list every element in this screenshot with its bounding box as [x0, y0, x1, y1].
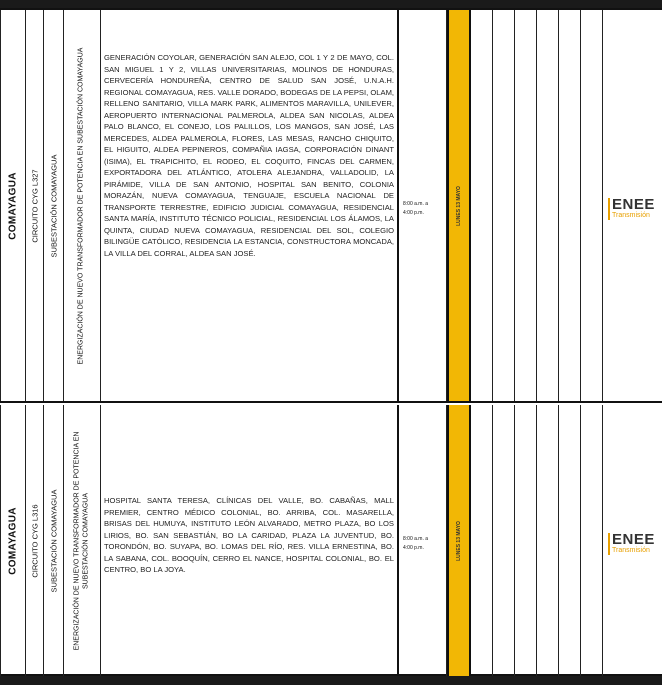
region-label: COMAYAGUA: [7, 506, 19, 575]
empty-cell: [471, 405, 493, 676]
empty-cell: [471, 10, 493, 401]
work-description: ENERGIZACIÓN DE NUEVO TRANSFORMADOR DE POTENCIA EN SUBESTACIÓN COMAYAGUA: [77, 47, 85, 364]
time-end: 4:00 p.m.: [403, 210, 424, 216]
circuit-cell: [26, 10, 44, 401]
logo-subtitle: Transmisión: [612, 212, 650, 219]
substation-cell: [44, 10, 64, 401]
region-cell: [0, 10, 26, 401]
empty-cell: [537, 10, 559, 401]
affected-areas-cell: [101, 405, 399, 676]
day-cell: [447, 10, 471, 401]
empty-cell: [515, 405, 537, 676]
empty-cell: [493, 405, 515, 676]
circuit-cell: [26, 405, 44, 676]
substation-cell: [44, 405, 64, 676]
region-cell: [0, 405, 26, 676]
time-cell: [399, 10, 447, 401]
empty-cell: [559, 405, 581, 676]
time-start: 8:00 a.m. a: [403, 536, 429, 542]
empty-cell: [537, 405, 559, 676]
empty-cell: [515, 10, 537, 401]
substation-label: SUBESTACIÓN COMAYAGUA: [49, 489, 58, 592]
time-end: 4:00 p.m.: [403, 545, 424, 551]
logo-text: ENEE: [612, 196, 655, 213]
affected-areas-cell: [101, 10, 399, 401]
circuit-label: CIRCUITO CYG L316: [30, 503, 39, 578]
work-description: [73, 411, 91, 671]
day-label: LUNES 13 MAYO: [456, 185, 462, 226]
substation-label: SUBESTACIÓN COMAYAGUA: [49, 154, 58, 257]
day-label: LUNES 13 MAYO: [456, 520, 462, 561]
logo-text: ENEE: [612, 531, 655, 548]
empty-cell: [581, 10, 603, 401]
table-row: [0, 405, 662, 676]
affected-areas-text: HOSPITAL SANTA TERESA, CLÍNICAS DEL VALLE, BO. CABAÑAS, MALL PREMIER, CENTRO MÉDICO COLONIAL, BO. ARRIBA, COL. MASARELLA, BRISAS DEL HUMUYA, INSTITUTO LEÓN ALVARADO, METRO PLAZA, BO LOS LIRIOS, BO. SAN SEBASTIÁN, BO LA CARIDAD, PLAZA LA JUVENTUD, BO. TORONDÓN, BO. SUYAPA, BO. LOMAS DEL RÍO, RES. VILLA ERNESTINA, BO. LA SABANA, COL. BOOQUÍN, CERRO EL NANCE, HOSPITAL COLONIAL, BO. EL CENTRO, BO LA JOYA.: [104, 496, 394, 574]
empty-cell: [493, 10, 515, 401]
time-cell: [399, 405, 447, 676]
time-start: 8:00 a.m. a: [403, 201, 429, 207]
region-label: COMAYAGUA: [7, 171, 19, 240]
circuit-label: CIRCUITO CYG L327: [30, 168, 39, 243]
work-cell: [64, 10, 101, 401]
work-cell: [64, 405, 101, 676]
table-row: [0, 10, 662, 403]
empty-cell: [559, 10, 581, 401]
empty-cell: [581, 405, 603, 676]
logo-subtitle: Transmisión: [612, 547, 650, 554]
day-cell: [447, 405, 471, 676]
outage-schedule-table: [0, 8, 662, 676]
affected-areas-text: GENERACIÓN COYOLAR, GENERACIÓN SAN ALEJO, COL 1 Y 2 DE MAYO, COL. SAN MIGUEL 1 Y 2, VILLAS UNIVERSITARIAS, MOLINOS DE HONDURAS, CERVECERÍA HONDUREÑA, CENTRO DE SALUD SAN JOSÉ, U.N.A.H. REGIONAL COMAYAGUA, RES. VALLE DORADO, BODEGAS DE LA PEPSI, OLAM, RELLENO SANITARIO, VILLA MARK PARK, ALIMENTOS MARAVILLA, UNILEVER, AEROPUERTO INTERNACIONAL PALMEROLA, ALDEA SAN NICOLAS, ALDEA PALO BLANCO, EL CONEJO, LOS PALILLOS, LOS MANGOS, SAN JOSÉ, LAS MERCEDES, ALDEA PALMEROLA, FLORES, LAS MESAS, RANCHO CHIQUITO, EL HIGUITO, ALDEA PEPINEROS, COMPAÑIA IAGSA, CORPORACIÓN DINANT (ISIMA), EL TRAPICHITO, EL RODEO, EL COQUITO, FINCAS DEL CARMEN, EXPORTADORA DEL ATLÁNTICO, ATOLERA ALEJANDRA, VALLADOLID, LA PIRÁMIDE, VILLA DE SAN ANTONIO, HOSPITAL SAN BENITO, COLONIA MORAZÁN, NUEVA COMAYAGUA, TENGUAJE, ESCUELA NACIONAL DE TRANSPORTE TERRESTRE, EDIFICIO JUDICIAL COMAYAGUA, RESIDENCIAL SANTA MARÍA, INSTITUTO TÉCNICO POLICIAL, RESIDENCIAL LOS ÁLAMOS, LA QUINTA, CIUDAD NUEVA COMAYAGUA, RESIDENCIAL DEL SOL, COLEGIO BILINGÜE CATÓLICO, RESIDENCIA LA ESTANCIA, CONSTRUCTORA MONCADA, LA VILLA DEL CORRAL, ALDEA SAN JOSÉ.: [104, 53, 394, 258]
work-description-line: SUBESTACIÓN COMAYAGUA: [82, 492, 89, 589]
work-description-line: ENERGIZACIÓN DE NUEVO TRANSFORMADOR DE POTENCIA EN: [73, 431, 81, 650]
